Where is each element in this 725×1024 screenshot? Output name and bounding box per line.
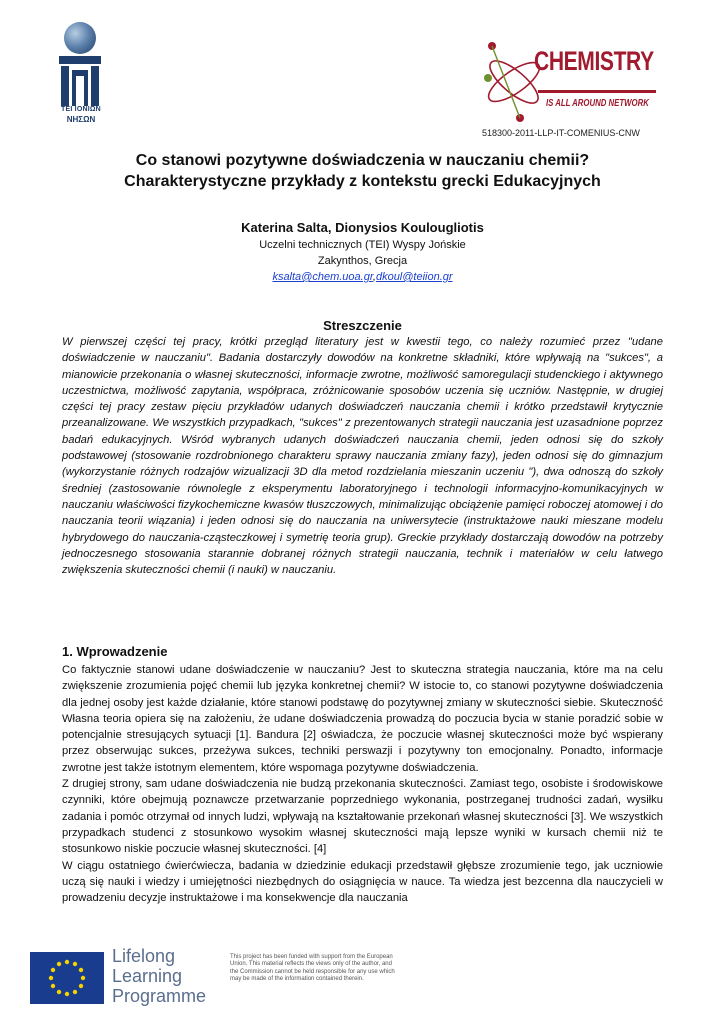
location: Zakynthos, Grecja — [317, 255, 408, 267]
paragraph: Z drugiej strony, sam udane doświadczenia nie budzą przekonania skuteczności. Zamiast tego, osobiste i środowiskowe czynniki, które obejmują poznawcze przetwarzanie poprzedniego wykonania, postrzeganej trudności zadań, wysiłku zadania i pomóc otrzymał od innych ludzi, wpływają na kształtowanie przekonań własnej skuteczności [3]. We wszystkich przypadkach studenci z stosunkowo wysokim własnej skuteczności mają lepsze wyniki w kursach chemii niż te stosunkowo niskie poczucie własnej skuteczności. [4] — [62, 778, 663, 856]
author-emails — [60, 271, 665, 283]
chemistry-wordmark: CHEMISTRY — [534, 46, 654, 76]
project-code: 518300-2011-LLP-IT-COMENIUS-CNW — [482, 128, 640, 138]
paragraph: W ciągu ostatniego ćwierćwiecza, badania w dziedzinie edukacji przedstawił głębsze zrozumienie tego, jak uczniowie uczą się nauki i wiedzy i umiejętności niezbędnych do osiągnięcia w nauce. Ta wiedza jest bezcenna dla nauczycieli w prowadzeniu decyzje instruktażowe i ma konsekwencje dla nauczania — [62, 859, 663, 905]
logo-divider — [538, 90, 656, 94]
email-link-koulougliotis[interactable]: dkoul@teiion.gr — [375, 271, 453, 283]
eu-disclaimer: This project has been funded with support from the European Union. This material reflects the views only of the author, and the Commission cannot be held responsible for any use which may be made of the information contained therein. — [230, 954, 395, 983]
section-body — [62, 662, 663, 906]
affiliation: Uczelni technicznych (TEI) Wyspy Jońskie — [259, 239, 466, 251]
llp-line: Lifelong — [112, 946, 176, 966]
globe-icon — [64, 22, 96, 54]
title-line-2: Charakterystyczne przykłady z kontekstu grecki Edukacyjnych — [124, 173, 601, 190]
title-line-1: Co stanowi pozytywne doświadczenia w nauczaniu chemii? — [135, 152, 590, 169]
lifelong-learning-logo — [30, 946, 220, 1010]
pillars-icon — [59, 56, 101, 106]
llp-wordmark — [112, 946, 206, 1006]
eu-flag-icon — [30, 952, 104, 1004]
abstract-heading: Streszczenie — [323, 318, 402, 333]
chemistry-network-logo — [476, 38, 666, 126]
abstract-text: W pierwszej części tej pracy, krótki przegląd literatury jest w kwestii tego, co należy rozumieć przez "udane doświadczenie w nauczaniu". Badania dostarczyły dowodów na konkretne składniki, które wpływają na "sukces", a mianowicie przekonania o własnej skuteczności, informacje zwrotne, możliwość samoregulacji studenckiego i aktywnego uczestnictwa, możliwość zapytania, współpraca, zróżnicowanie sposobów uczenia się uczniów. Następnie, w drugiej części tej pracy zestaw pięciu przykładów udanych doświadczeń nauczania chemii i krótko przedstawił krytycznie przeanalizowane. We wszystkich przypadkach, "sukces" z prezentowanych strategii nauczania jest uzasadnione poprzez badań edukacyjnych. Wśród wybranych udanych doświadczeń nauczania chemii, jeden odnosi się do szkoły podstawowej (stosowanie rozdrobnionego charakteru sprawy nauczania zmiany fazy), jeden odnosi się do gimnazjum (wykorzystanie różnych rodzajów wizualizacji 3D dla metod rozdzielania mieszanin uczeniu "), dwa odnoszą do szkoły średniej (zastosowanie równolegle z eksperymentu laboratoryjnego i technologii informacyjno-komunikacyjnych w nauczaniu właściwości fizykochemiczne kwasów tłuszczowych, minimalizując obciążenie pamięci roboczej atomowej i do nauczania teorii wiązania) i jeden odnosi się do nauczania na uniwersytecie (instruktażowe nauki mieszane modelu hybrydowego do nauczania-cząsteczkowej i symetrię teoria grup). Greckie przykłady dostarczają dowodów na potrzeby jednoczesnego stosowania starannie dobranej różnych strategii nauczania, technik i materiałów w celu łatwego zwiększenia skuteczności chemii (i nauki) w nauczaniu. — [62, 336, 663, 577]
llp-line: Learning — [112, 966, 183, 986]
email-link-salta[interactable]: ksalta@chem.uoa.gr — [272, 271, 373, 283]
section-heading: 1. Wprowadzenie — [62, 644, 168, 659]
page-title — [60, 150, 665, 192]
chemistry-tagline: IS ALL AROUND NETWORK — [546, 98, 649, 109]
llp-line: Programme — [112, 986, 207, 1006]
paragraph: Co faktycznie stanowi udane doświadczenie w nauczaniu? Jest to skuteczna strategia nauczania, które ma na celu zwiększenie zrozumienia pojęć chemii lub języka konkretnej chemii? W istocie to, co stanowi pozytywne doświadczenia dla jednej osoby jest każde działanie, które stanowi podstawę do pozytywnej zmiany w skuteczności siebie. Skuteczność Własna teoria opiera się na założeniu, że udane doświadczenia prowadzą do poczucia bycia w stanie poradzić sobie w potencjalnie stresujących sytuacji [1]. Bandura [2] oświadcza, że poczucie własnej skuteczności może być wspierany przez obserwując sukces, przeżywa sukces, techniki perswazji i pozytywny ton emocjonalny. Ponadto, informacje zwrotne jest także istotnym elementem, które wspomaga pozytywne doświadczenia. — [62, 664, 663, 774]
tei-logo-text-latin: TEI ΙΟΝΙΩΝ — [61, 106, 101, 113]
tei-ionian-logo — [56, 22, 106, 122]
email-separator: , — [372, 271, 376, 283]
authors: Katerina Salta, Dionysios Koulougliotis — [241, 220, 484, 235]
tei-logo-text-greek: ΝΗΣΩΝ — [66, 115, 96, 124]
eu-stars-icon — [30, 952, 104, 1004]
